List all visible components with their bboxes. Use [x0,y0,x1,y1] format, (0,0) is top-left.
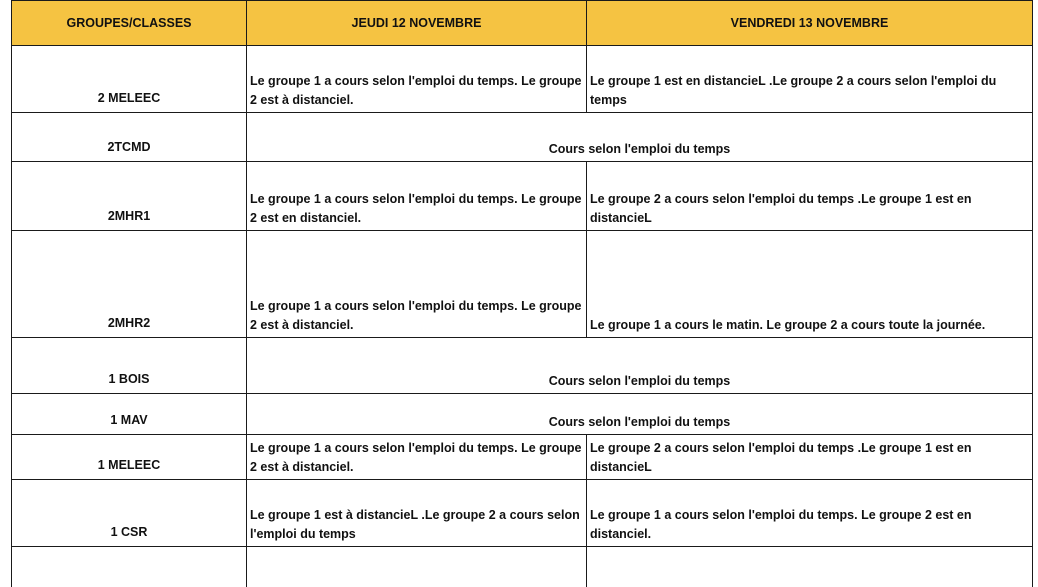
both-days-cell: Cours selon l'emploi du temps [247,338,1033,394]
table-row [12,480,1033,547]
header-day2: VENDREDI 13 NOVEMBRE [587,1,1033,46]
group-cell: 1 CSR [12,480,247,547]
table-row [12,46,1033,113]
header-row [12,1,1033,46]
group-cell: 2MHR1 [12,162,247,231]
day1-cell: Le groupe 1 a cours selon l'emploi du temps. Le groupe 2 est à distanciel. [247,435,587,480]
both-days-cell: Cours selon l'emploi du temps [247,113,1033,162]
day1-cell: Le groupe 1 est à distancieL .Le groupe 2 a cours selon l'emploi du temps [247,480,587,547]
table-row [12,435,1033,480]
day2-cell: Le groupe 2 a cours selon l'emploi du temps .Le groupe 1 est en distancieL [587,435,1033,480]
day2-cell: Le groupe 1 a cours le matin. Le groupe 2 a cours toute la journée. [587,231,1033,338]
schedule-table [11,0,1033,587]
day1-cell: Le groupe 1 a cours selon l'emploi du temps. Le groupe 2 est en distanciel. [247,162,587,231]
day1-cell: Le groupe 1 a cours selon l'emploi du temps. Le groupe 2 est à distanciel. [247,231,587,338]
group-cell: 2 MELEEC [12,46,247,113]
empty-cell [587,547,1033,587]
both-days-cell: Cours selon l'emploi du temps [247,394,1033,435]
group-cell: 2MHR2 [12,231,247,338]
empty-cell [247,547,587,587]
day2-cell: Le groupe 1 a cours selon l'emploi du temps. Le groupe 2 est en distanciel. [587,480,1033,547]
group-cell: 2TCMD [12,113,247,162]
group-cell: 1 MELEEC [12,435,247,480]
table-row [12,231,1033,338]
table-row [12,162,1033,231]
day2-cell: Le groupe 1 est en distancieL .Le groupe 2 a cours selon l'emploi du temps [587,46,1033,113]
group-cell: 1 BOIS [12,338,247,394]
empty-cell [12,547,247,587]
group-cell: 1 MAV [12,394,247,435]
day1-cell: Le groupe 1 a cours selon l'emploi du temps. Le groupe 2 est à distanciel. [247,46,587,113]
day2-cell: Le groupe 2 a cours selon l'emploi du temps .Le groupe 1 est en distancieL [587,162,1033,231]
header-day1: JEUDI 12 NOVEMBRE [247,1,587,46]
table-row-empty [12,547,1033,587]
table-row [12,113,1033,162]
table-row [12,394,1033,435]
header-groups: GROUPES/CLASSES [12,1,247,46]
table-row [12,338,1033,394]
